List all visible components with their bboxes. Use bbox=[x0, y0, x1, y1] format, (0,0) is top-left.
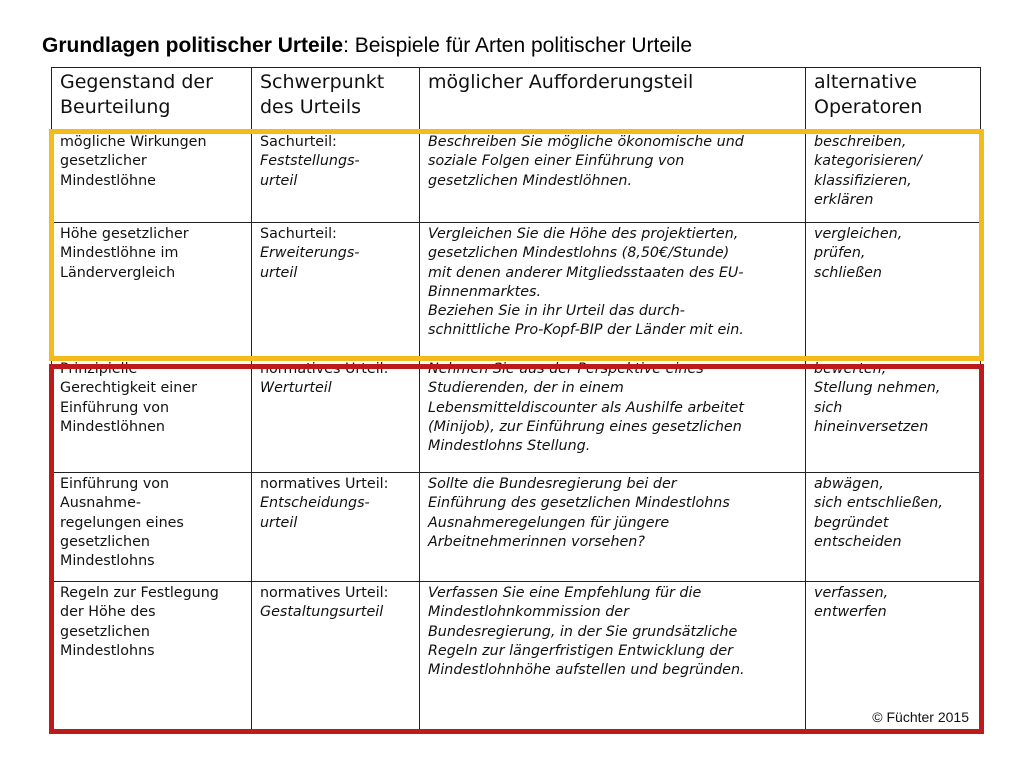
table-row bbox=[52, 582, 981, 731]
header-row bbox=[52, 68, 981, 131]
operator-line: Stellung nehmen, bbox=[814, 380, 941, 397]
cell-aufforderung bbox=[420, 582, 806, 731]
aufforderung-line: Einführung des gesetzlichen Mindestlohns bbox=[428, 495, 730, 512]
operator-line: abwägen, bbox=[814, 476, 884, 492]
gegenstand-line: Mindestlöhne im bbox=[60, 245, 179, 262]
operator-line: entscheiden bbox=[814, 533, 902, 550]
operator-line: entwerfen bbox=[814, 604, 887, 621]
operator-line: kategorisieren/ bbox=[814, 153, 922, 170]
cell-gegenstand bbox=[52, 131, 252, 223]
cell-schwerpunkt bbox=[252, 131, 420, 223]
header-gegenstand bbox=[52, 68, 252, 131]
aufforderung-line: gesetzlichen Mindestlöhnen. bbox=[428, 172, 633, 189]
header-line: Gegenstand der bbox=[60, 71, 213, 93]
aufforderung-line: schnittliche Pro-Kopf-BIP der Länder mit ein. bbox=[428, 322, 744, 339]
aufforderung-line: mit denen anderer Mitgliedsstaaten des EU- bbox=[428, 264, 744, 281]
gegenstand-line: gesetzlichen bbox=[60, 623, 150, 640]
aufforderung-line: Verfassen Sie eine Empfehlung für die bbox=[428, 585, 702, 601]
cell-operatoren bbox=[806, 131, 981, 223]
cell-schwerpunkt bbox=[252, 473, 420, 582]
operator-line: begründet bbox=[814, 514, 889, 531]
aufforderung-line: Studierenden, der in einem bbox=[428, 380, 624, 397]
gegenstand-line: Ausnahme- bbox=[60, 495, 142, 512]
gegenstand-line: Einführung von bbox=[60, 476, 170, 492]
cell-aufforderung bbox=[420, 223, 806, 358]
cell-schwerpunkt bbox=[252, 358, 420, 473]
gegenstand-line: Mindestlöhnen bbox=[60, 418, 165, 435]
gegenstand-line: der Höhe des bbox=[60, 604, 156, 621]
gegenstand-line: Einführung von bbox=[60, 399, 170, 416]
urteil-subtype bbox=[260, 152, 413, 191]
operator-line: beschreiben, bbox=[814, 134, 907, 150]
aufforderung-line: Mindestlohnkommission der bbox=[428, 604, 629, 621]
subtype-line: Feststellungs- bbox=[260, 153, 360, 170]
header-line: alternative bbox=[814, 71, 917, 93]
table-row bbox=[52, 473, 981, 582]
gegenstand-line: Mindestlohns bbox=[60, 642, 155, 659]
urteil-subtype bbox=[260, 603, 413, 622]
subtype-line: urteil bbox=[260, 514, 298, 531]
aufforderung-line: Regeln zur längerfristigen Entwicklung der bbox=[428, 642, 734, 659]
gegenstand-line: Prinzipielle bbox=[60, 361, 138, 377]
operator-line: bewerten, bbox=[814, 361, 887, 377]
cell-aufforderung bbox=[420, 358, 806, 473]
table-row bbox=[52, 358, 981, 473]
operator-line: klassifizieren, bbox=[814, 172, 912, 189]
aufforderung-line: Beschreiben Sie mögliche ökonomische und bbox=[428, 134, 744, 150]
title-bold: Grundlagen politischer Urteile bbox=[42, 34, 344, 57]
cell-aufforderung bbox=[420, 473, 806, 582]
operator-line: sich bbox=[814, 399, 843, 416]
subtype-line: Gestaltungsurteil bbox=[260, 604, 384, 621]
aufforderung-line: soziale Folgen einer Einführung von bbox=[428, 153, 685, 170]
aufforderung-line: Vergleichen Sie die Höhe des projektierten, bbox=[428, 226, 739, 242]
operator-line: verfassen, bbox=[814, 585, 889, 601]
urteil-type: normatives Urteil: bbox=[260, 361, 389, 377]
cell-operatoren bbox=[806, 223, 981, 358]
gegenstand-line: Ländervergleich bbox=[60, 264, 176, 281]
aufforderung-line: gesetzlichen Mindestlohns (8,50€/Stunde) bbox=[428, 245, 730, 262]
page-title bbox=[42, 34, 692, 58]
header-line: Operatoren bbox=[814, 96, 923, 118]
header-line: möglicher Aufforderungsteil bbox=[428, 71, 694, 93]
cell-operatoren bbox=[806, 473, 981, 582]
operator-line: vergleichen, bbox=[814, 226, 903, 242]
header-line: Schwerpunkt bbox=[260, 71, 385, 93]
gegenstand-line: Mindestlohns bbox=[60, 553, 155, 570]
gegenstand-line: Mindestlöhne bbox=[60, 172, 156, 189]
title-rest: : Beispiele für Arten politischer Urteile bbox=[343, 34, 693, 57]
subtype-line: Werturteil bbox=[260, 380, 332, 397]
header-line: Beurteilung bbox=[60, 96, 171, 118]
aufforderung-line: Sollte die Bundesregierung bei der bbox=[428, 476, 677, 492]
urteil-subtype bbox=[260, 244, 413, 283]
gegenstand-line: gesetzlichen bbox=[60, 533, 150, 550]
cell-operatoren bbox=[806, 358, 981, 473]
header-schwerpunkt bbox=[252, 68, 420, 131]
aufforderung-line: Mindestlohns Stellung. bbox=[428, 438, 591, 455]
table-row bbox=[52, 223, 981, 358]
subtype-line: urteil bbox=[260, 172, 298, 189]
cell-schwerpunkt bbox=[252, 582, 420, 731]
table-row bbox=[52, 131, 981, 223]
urteil-subtype bbox=[260, 494, 413, 533]
aufforderung-line: Mindestlohnhöhe aufstellen und begründen. bbox=[428, 662, 745, 679]
subtype-line: urteil bbox=[260, 264, 298, 281]
header-aufforderung bbox=[420, 68, 806, 131]
operator-line: schließen bbox=[814, 264, 882, 281]
subtype-line: Entscheidungs- bbox=[260, 495, 370, 512]
cell-schwerpunkt bbox=[252, 223, 420, 358]
gegenstand-line: Regeln zur Festlegung bbox=[60, 585, 219, 601]
aufforderung-line: Binnenmarktes. bbox=[428, 283, 541, 300]
operator-line: sich entschließen, bbox=[814, 495, 943, 512]
gegenstand-line: Höhe gesetzlicher bbox=[60, 226, 189, 242]
cell-gegenstand bbox=[52, 223, 252, 358]
operator-line: erklären bbox=[814, 191, 874, 208]
urteil-type: normatives Urteil: bbox=[260, 585, 389, 601]
cell-gegenstand bbox=[52, 582, 252, 731]
gegenstand-line: mögliche Wirkungen bbox=[60, 134, 207, 150]
operator-line: prüfen, bbox=[814, 245, 866, 262]
cell-gegenstand bbox=[52, 358, 252, 473]
urteil-type: normatives Urteil: bbox=[260, 476, 389, 492]
aufforderung-line: (Minijob), zur Einführung eines gesetzlichen bbox=[428, 418, 742, 435]
gegenstand-line: regelungen eines bbox=[60, 514, 184, 531]
gegenstand-line: gesetzlicher bbox=[60, 153, 147, 170]
aufforderung-line: Ausnahmeregelungen für jüngere bbox=[428, 514, 670, 531]
gegenstand-line: Gerechtigkeit einer bbox=[60, 380, 197, 397]
urteil-type: Sachurteil: bbox=[260, 134, 337, 150]
subtype-line: Erweiterungs- bbox=[260, 245, 360, 262]
aufforderung-line: Beziehen Sie in ihr Urteil das durch- bbox=[428, 303, 685, 320]
aufforderung-line: Arbeitnehmerinnen vorsehen? bbox=[428, 533, 645, 550]
cell-gegenstand bbox=[52, 473, 252, 582]
urteil-type: Sachurteil: bbox=[260, 226, 337, 242]
cell-aufforderung bbox=[420, 131, 806, 223]
urteil-subtype bbox=[260, 379, 413, 398]
judgment-table bbox=[51, 67, 981, 731]
aufforderung-line: Nehmen Sie aus der Perspektive eines bbox=[428, 361, 704, 377]
header-line: des Urteils bbox=[260, 96, 362, 118]
aufforderung-line: Bundesregierung, in der Sie grundsätzliche bbox=[428, 623, 738, 640]
operator-line: hineinversetzen bbox=[814, 418, 929, 435]
aufforderung-line: Lebensmitteldiscounter als Aushilfe arbeitet bbox=[428, 399, 744, 416]
header-operatoren bbox=[806, 68, 981, 131]
copyright-notice: © Füchter 2015 bbox=[872, 709, 969, 725]
